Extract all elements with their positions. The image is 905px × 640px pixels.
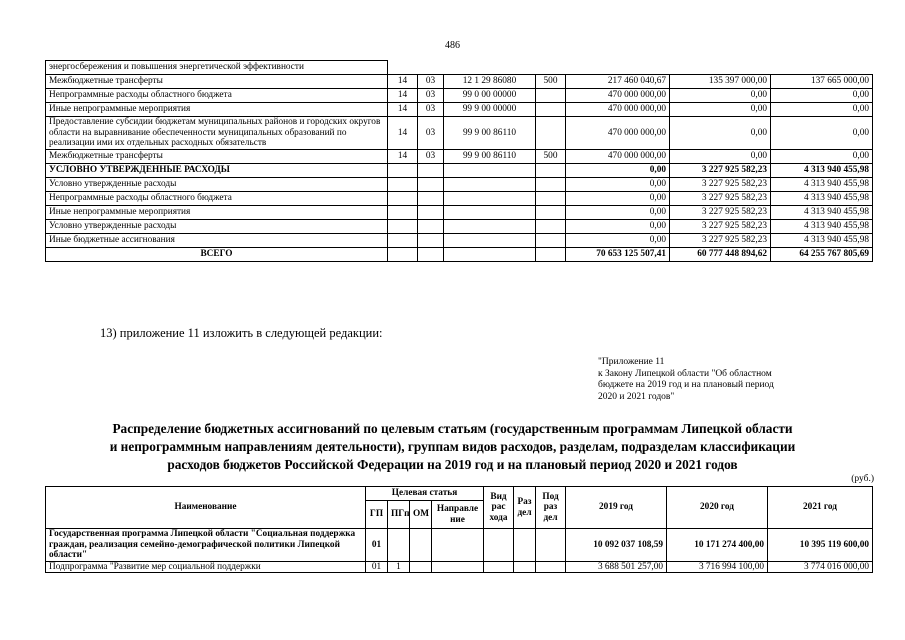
row-subsection — [418, 233, 444, 247]
document-title — [40, 420, 865, 474]
row-2021: 0,00 — [771, 103, 873, 117]
row-expense-type — [484, 561, 514, 573]
row-name: Непрограммные расходы областного бюджета — [46, 191, 388, 205]
row-expense-type — [484, 529, 514, 562]
header-2019: 2019 год — [566, 487, 667, 529]
row-2020: 60 777 448 894,62 — [670, 247, 771, 261]
row-pgp — [388, 529, 410, 562]
row-direction — [432, 561, 484, 573]
table-row — [46, 219, 873, 233]
row-target-article — [444, 247, 536, 261]
row-subsection: 03 — [418, 75, 444, 89]
row-name: Иные бюджетные ассигнования — [46, 233, 388, 247]
table-row — [46, 149, 873, 163]
row-name: Межбюджетные трансферты — [46, 149, 388, 163]
header-direction: Направле ние — [432, 501, 484, 529]
table-row — [46, 117, 873, 150]
row-2019: 0,00 — [566, 205, 670, 219]
row-section — [388, 191, 418, 205]
table-row — [46, 191, 873, 205]
row-section: 14 — [388, 89, 418, 103]
row-2019: 0,00 — [566, 219, 670, 233]
row-2021: 4 313 940 455,98 — [771, 177, 873, 191]
table-row — [46, 103, 873, 117]
row-subsection: 03 — [418, 117, 444, 150]
row-2021: 3 774 016 000,00 — [768, 561, 873, 573]
row-2020: 3 227 925 582,23 — [670, 205, 771, 219]
row-name: энергосбережения и повышения энергетической эффективности — [46, 61, 388, 75]
row-2020: 0,00 — [670, 117, 771, 150]
row-2020: 3 227 925 582,23 — [670, 177, 771, 191]
row-target-article — [444, 233, 536, 247]
table-row — [46, 89, 873, 103]
header-target-article: Целевая статья — [366, 487, 484, 501]
row-2020: 3 227 925 582,23 — [670, 233, 771, 247]
row-2020: 3 227 925 582,23 — [670, 219, 771, 233]
table-row — [46, 561, 873, 573]
header-gp: ГП — [366, 501, 388, 529]
row-section: 14 — [388, 75, 418, 89]
row-expense-type — [536, 89, 566, 103]
row-target-article — [444, 163, 536, 177]
title-line: и непрограммным направлениям деятельности), группам видов расходов, разделам, подразделам классификации — [109, 439, 796, 454]
row-expense-type: 500 — [536, 75, 566, 89]
row-section — [514, 529, 536, 562]
row-name: Иные непрограммные мероприятия — [46, 103, 388, 117]
row-section — [514, 561, 536, 573]
currency-unit: (руб.) — [851, 474, 874, 484]
row-om — [410, 529, 432, 562]
row-expense-type — [536, 233, 566, 247]
row-subsection — [418, 247, 444, 261]
title-line: Распределение бюджетных ассигнований по целевым статьям (государственным программам Липецкой области — [112, 421, 793, 436]
row-subsection: 03 — [418, 89, 444, 103]
row-subsection — [418, 191, 444, 205]
row-2021: 4 313 940 455,98 — [771, 205, 873, 219]
row-name: Подпрограмма "Развитие мер социальной поддержки — [46, 561, 366, 573]
table-row — [46, 529, 873, 562]
row-subsection — [536, 561, 566, 573]
row-target-article: 12 1 29 86080 — [444, 75, 536, 89]
row-target-article: 99 9 00 86110 — [444, 117, 536, 150]
table-row — [46, 75, 873, 89]
row-section — [388, 163, 418, 177]
row-2019: 70 653 125 507,41 — [566, 247, 670, 261]
header-2020: 2020 год — [667, 487, 768, 529]
row-2020: 3 227 925 582,23 — [670, 191, 771, 205]
page-number: 486 — [445, 40, 460, 51]
row-2020: 10 171 274 400,00 — [667, 529, 768, 562]
appendix-line: 2020 и 2021 годов" — [598, 391, 675, 402]
table-row — [46, 177, 873, 191]
row-direction — [432, 529, 484, 562]
row-2020: 3 227 925 582,23 — [670, 163, 771, 177]
row-2021: 0,00 — [771, 89, 873, 103]
appendix-header — [598, 357, 774, 403]
row-name: УСЛОВНО УТВЕРЖДЕННЫЕ РАСХОДЫ — [46, 163, 388, 177]
table-row — [46, 247, 873, 261]
row-section — [388, 177, 418, 191]
row-name: Условно утвержденные расходы — [46, 219, 388, 233]
row-expense-type: 500 — [536, 149, 566, 163]
row-2021: 137 665 000,00 — [771, 75, 873, 89]
row-subsection: 03 — [418, 149, 444, 163]
row-2021: 4 313 940 455,98 — [771, 219, 873, 233]
row-2019: 3 688 501 257,00 — [566, 561, 667, 573]
row-subsection: 03 — [418, 103, 444, 117]
row-name: Межбюджетные трансферты — [46, 75, 388, 89]
row-target-article — [444, 177, 536, 191]
row-pgp: 1 — [388, 561, 410, 573]
table-row — [46, 205, 873, 219]
appendix-line: к Закону Липецкой области "Об областном — [598, 368, 772, 379]
row-expense-type — [536, 247, 566, 261]
empty-cell — [388, 61, 873, 75]
appendix-line: бюджете на 2019 год и на плановый период — [598, 380, 774, 390]
row-2019: 0,00 — [566, 191, 670, 205]
row-2021: 10 395 119 600,00 — [768, 529, 873, 562]
row-expense-type — [536, 177, 566, 191]
header-pgp: ПГп — [388, 501, 410, 529]
row-target-article — [444, 191, 536, 205]
row-gp: 01 — [366, 561, 388, 573]
row-2019: 470 000 000,00 — [566, 103, 670, 117]
row-subsection — [418, 177, 444, 191]
row-2021: 4 313 940 455,98 — [771, 233, 873, 247]
row-gp: 01 — [366, 529, 388, 562]
row-subsection — [418, 205, 444, 219]
row-2019: 10 092 037 108,59 — [566, 529, 667, 562]
row-2019: 217 460 040,67 — [566, 75, 670, 89]
row-2020: 135 397 000,00 — [670, 75, 771, 89]
header-name: Наименование — [46, 487, 366, 529]
row-2019: 0,00 — [566, 233, 670, 247]
row-section — [388, 205, 418, 219]
row-2020: 3 716 994 100,00 — [667, 561, 768, 573]
row-name: Предоставление субсидии бюджетам муниципальных районов и городских округов области на выравнивание обеспеченности муниципальных образований по реализации ими их отдельных расходных обязательств — [46, 117, 388, 150]
row-2021: 0,00 — [771, 117, 873, 150]
row-name: ВСЕГО — [46, 247, 388, 261]
row-2021: 4 313 940 455,98 — [771, 163, 873, 177]
row-expense-type — [536, 219, 566, 233]
row-expense-type — [536, 191, 566, 205]
amendment-paragraph: 13) приложение 11 изложить в следующей редакции: — [100, 326, 383, 340]
row-subsection — [418, 219, 444, 233]
row-target-article: 99 0 00 00000 — [444, 89, 536, 103]
row-2019: 0,00 — [566, 163, 670, 177]
row-target-article: 99 9 00 86110 — [444, 149, 536, 163]
header-2021: 2021 год — [768, 487, 873, 529]
row-name: Непрограммные расходы областного бюджета — [46, 89, 388, 103]
row-2019: 470 000 000,00 — [566, 149, 670, 163]
row-name: Условно утвержденные расходы — [46, 177, 388, 191]
row-target-article — [444, 219, 536, 233]
row-2020: 0,00 — [670, 89, 771, 103]
row-2020: 0,00 — [670, 103, 771, 117]
row-name: Государственная программа Липецкой области "Социальная поддержка граждан, реализация семейно-демографической политики Липецкой области" — [46, 529, 366, 562]
header-section: Раз дел — [514, 487, 536, 529]
row-target-article — [444, 205, 536, 219]
appendix-line: "Приложение 11 — [598, 357, 665, 367]
table-row — [46, 61, 873, 75]
row-section: 14 — [388, 103, 418, 117]
allocation-table — [45, 486, 873, 573]
row-expense-type — [536, 205, 566, 219]
row-2019: 0,00 — [566, 177, 670, 191]
row-expense-type — [536, 117, 566, 150]
header-expense-type: Вид рас хода — [484, 487, 514, 529]
row-expense-type — [536, 163, 566, 177]
expenditure-table-continued — [45, 60, 873, 262]
table-row — [46, 233, 873, 247]
row-section: 14 — [388, 149, 418, 163]
row-name: Иные непрограммные мероприятия — [46, 205, 388, 219]
row-target-article: 99 9 00 00000 — [444, 103, 536, 117]
row-2021: 64 255 767 805,69 — [771, 247, 873, 261]
row-subsection — [536, 529, 566, 562]
row-2021: 0,00 — [771, 149, 873, 163]
row-2021: 4 313 940 455,98 — [771, 191, 873, 205]
title-line: расходов бюджетов Российской Федерации на 2019 год и на плановый период 2020 и 2021 годов — [167, 457, 738, 472]
header-subsection: Под раз дел — [536, 487, 566, 529]
row-2020: 0,00 — [670, 149, 771, 163]
row-expense-type — [536, 103, 566, 117]
row-2019: 470 000 000,00 — [566, 117, 670, 150]
row-2019: 470 000 000,00 — [566, 89, 670, 103]
row-subsection — [418, 163, 444, 177]
row-om — [410, 561, 432, 573]
row-section — [388, 219, 418, 233]
table-row — [46, 163, 873, 177]
row-section: 14 — [388, 117, 418, 150]
header-om: ОМ — [410, 501, 432, 529]
row-section — [388, 233, 418, 247]
row-section — [388, 247, 418, 261]
